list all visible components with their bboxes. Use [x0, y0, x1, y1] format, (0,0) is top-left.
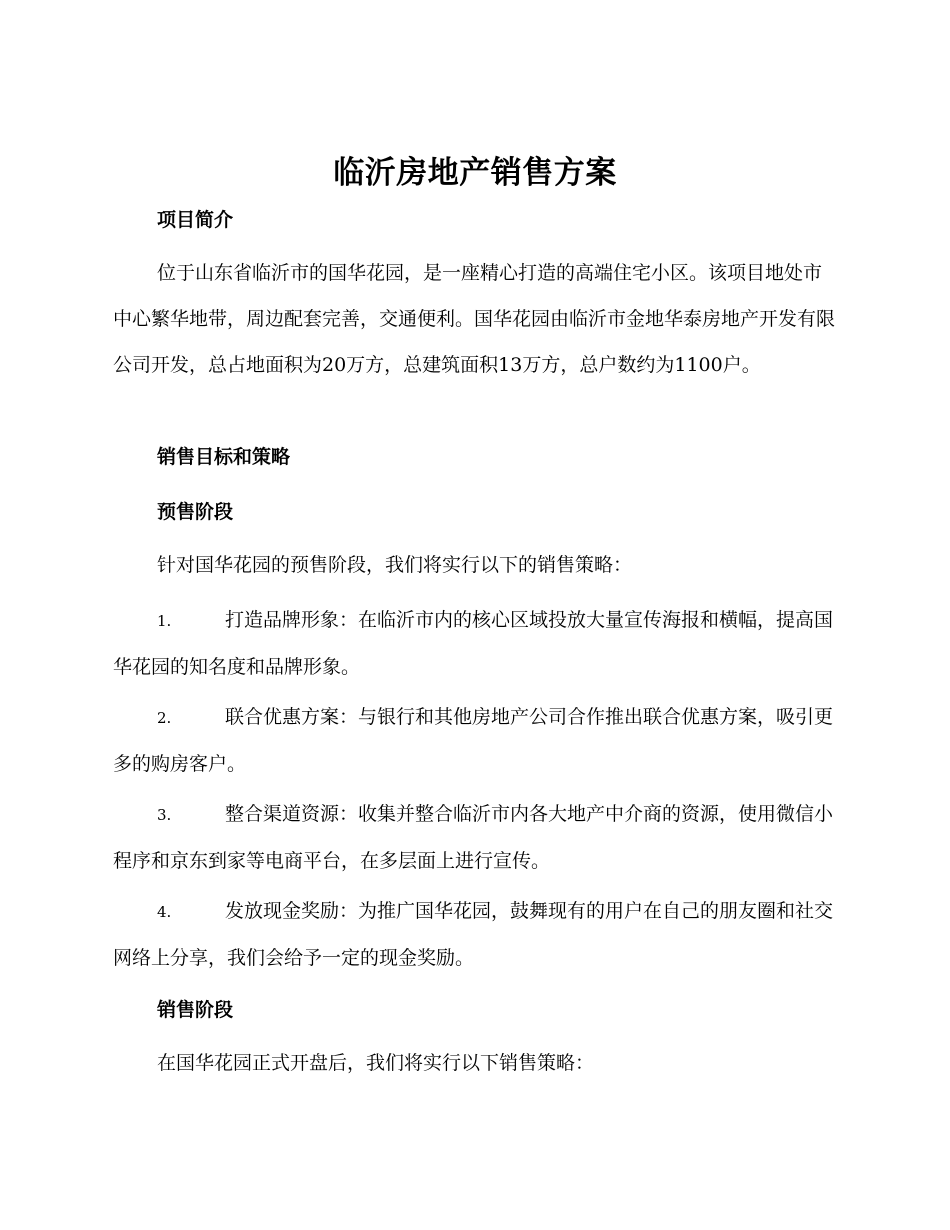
paragraph-presale-intro: 针对国华花园的预售阶段，我们将实行以下的销售策略： [157, 554, 633, 576]
list-item-number: 1. [157, 612, 172, 630]
list-item-number: 3. [157, 806, 172, 824]
list-item-number: 2. [157, 709, 172, 727]
list-item-text: 联合优惠方案：与银行和其他房地产公司合作推出联合优惠方案，吸引更多的购房客户。 [113, 706, 834, 775]
list-item-number: 4. [157, 903, 172, 921]
heading-sales-goals: 销售目标和策略 [157, 446, 291, 468]
document-title: 临沂房地产销售方案 [333, 155, 617, 191]
list-item-text: 打造品牌形象：在临沂市内的核心区域投放大量宣传海报和横幅，提高国华花园的知名度和品牌形象。 [113, 609, 834, 678]
heading-presale: 预售阶段 [157, 501, 234, 523]
list-item [113, 791, 835, 884]
list-item [113, 888, 835, 981]
list-item [113, 694, 835, 787]
list-item-text: 整合渠道资源：收集并整合临沂市内各大地产中介商的资源，使用微信小程序和京东到家等电商平台，在多层面上进行宣传。 [113, 803, 834, 872]
paragraph-sales-intro: 在国华花园正式开盘后，我们将实行以下销售策略： [157, 1052, 595, 1074]
list-item-text: 发放现金奖励：为推广国华花园，鼓舞现有的用户在自己的朋友圈和社交网络上分享，我们会给予一定的现金奖励。 [113, 900, 834, 969]
paragraph-project-intro: 位于山东省临沂市的国华花园，是一座精心打造的高端住宅小区。该项目地处市中心繁华地带，周边配套完善，交通便利。国华花园由临沂市金地华泰房地产开发有限公司开发，总占地面积为20万方，总建筑面积13万方，总户数约为1100户。 [113, 262, 836, 376]
heading-sales-stage: 销售阶段 [157, 999, 234, 1021]
heading-project-intro: 项目简介 [157, 209, 234, 231]
list-item [113, 597, 835, 690]
